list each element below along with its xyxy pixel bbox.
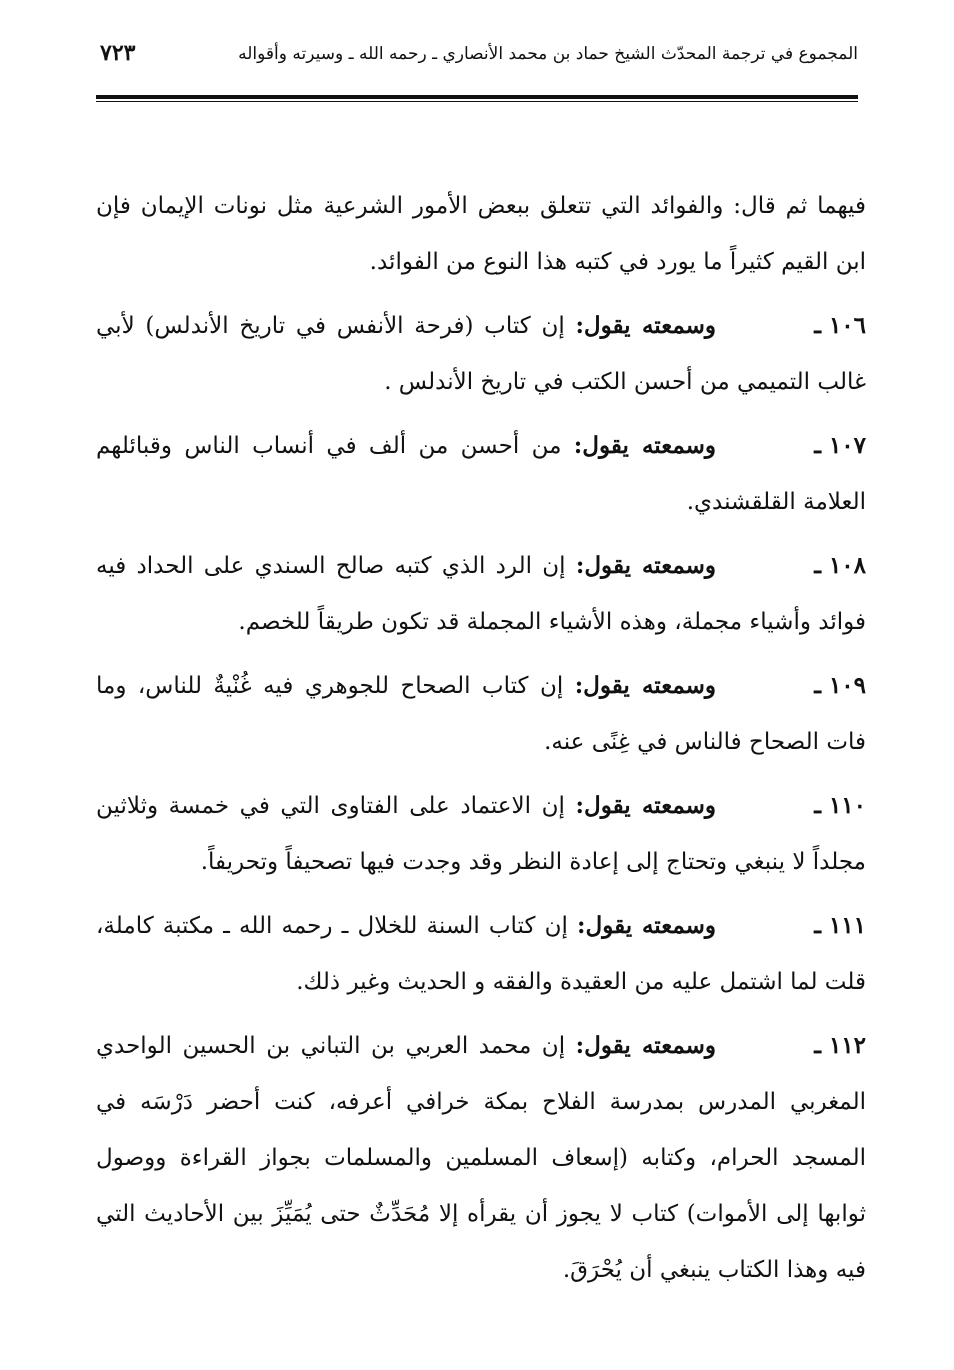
item-text: إن كتاب السنة للخلال ـ رحمه الله ـ مكتبة كاملة، قلت لما اشتمل عليه من العقيدة والفقه و الحديث وغير ذلك. [96, 913, 866, 995]
item-lead: وسمعته يقول: [575, 1032, 717, 1059]
item-lead: وسمعته يقول: [577, 912, 717, 939]
page-number: ٧٢٣ [100, 40, 136, 66]
list-item-110 [96, 778, 866, 890]
header-rule-thin [96, 101, 858, 102]
item-number: ١٠٦ ـ [814, 312, 866, 339]
item-text: إن كتاب (فرحة الأنفس في تاريخ الأندلس) لأبي غالب التميمي من أحسن الكتب في تاريخ الأندلس . [96, 313, 866, 395]
list-item-108 [96, 538, 866, 650]
item-text: إن الرد الذي كتبه صالح السندي على الحداد فيه فوائد وأشياء مجملة، وهذه الأشياء المجملة قد تكون طريقاً للخصم. [96, 553, 866, 635]
item-text: إن كتاب الصحاح للجوهري فيه غُنْيةٌ للناس، وما فات الصحاح فالناس في غِنًى عنه. [96, 673, 866, 755]
page-header [96, 38, 858, 76]
page-body [96, 178, 866, 1306]
item-number: ١٠٧ ـ [814, 432, 866, 459]
item-text: من أحسن من ألف في أنساب الناس وقبائلهم العلامة القلقشندي. [96, 433, 866, 515]
intro-paragraph: فيهما ثم قال: والفوائد التي تتعلق ببعض الأمور الشرعية مثل نونات الإيمان فإن ابن القيم كثيراً ما يورد في كتبه هذا النوع من الفوائد. [96, 193, 866, 275]
item-number: ١٠٩ ـ [814, 672, 866, 699]
item-lead: وسمعته يقول: [575, 552, 717, 579]
item-number: ١١١ ـ [814, 912, 867, 939]
list-item-107 [96, 418, 866, 530]
item-lead: وسمعته يقول: [575, 792, 717, 819]
item-lead: وسمعته يقول: [573, 432, 716, 459]
running-title: المجموع في ترجمة المحدّث الشيخ حماد بن محمد الأنصاري ـ رحمه الله ـ وسيرته وأقواله [238, 44, 858, 64]
item-lead: وسمعته يقول: [575, 312, 716, 339]
item-number: ١٠٨ ـ [814, 552, 867, 579]
list-item-106 [96, 298, 866, 410]
list-item-111 [96, 898, 866, 1010]
item-lead: وسمعته يقول: [574, 672, 716, 699]
item-text: إن محمد العربي بن التباني بن الحسين الواحدي المغربي المدرس بمدرسة الفلاح بمكة خرافي أعرفه، كنت أحضر دَرْسَه في المسجد الحرام، وكتابه (إسعاف المسلمين والمسلمات بجواز القراءة ووصول ثوابها إلى الأموات) كتاب لا يجوز أن يقرأه إلا مُحَدِّثٌ حتى يُمَيِّزَ بين الأحاديث التي فيه وهذا الكتاب ينبغي أن يُحْرَقَ. [96, 1033, 866, 1283]
item-text: إن الاعتماد على الفتاوى التي في خمسة وثلاثين مجلداً لا ينبغي وتحتاج إلى إعادة النظر وقد وجدت فيها تصحيفاً وتحريفاً. [96, 793, 866, 875]
item-number: ١١٠ ـ [814, 792, 867, 819]
item-number: ١١٢ ـ [814, 1032, 867, 1059]
list-item-109 [96, 658, 866, 770]
list-item-112 [96, 1018, 866, 1298]
header-rule [96, 95, 858, 99]
